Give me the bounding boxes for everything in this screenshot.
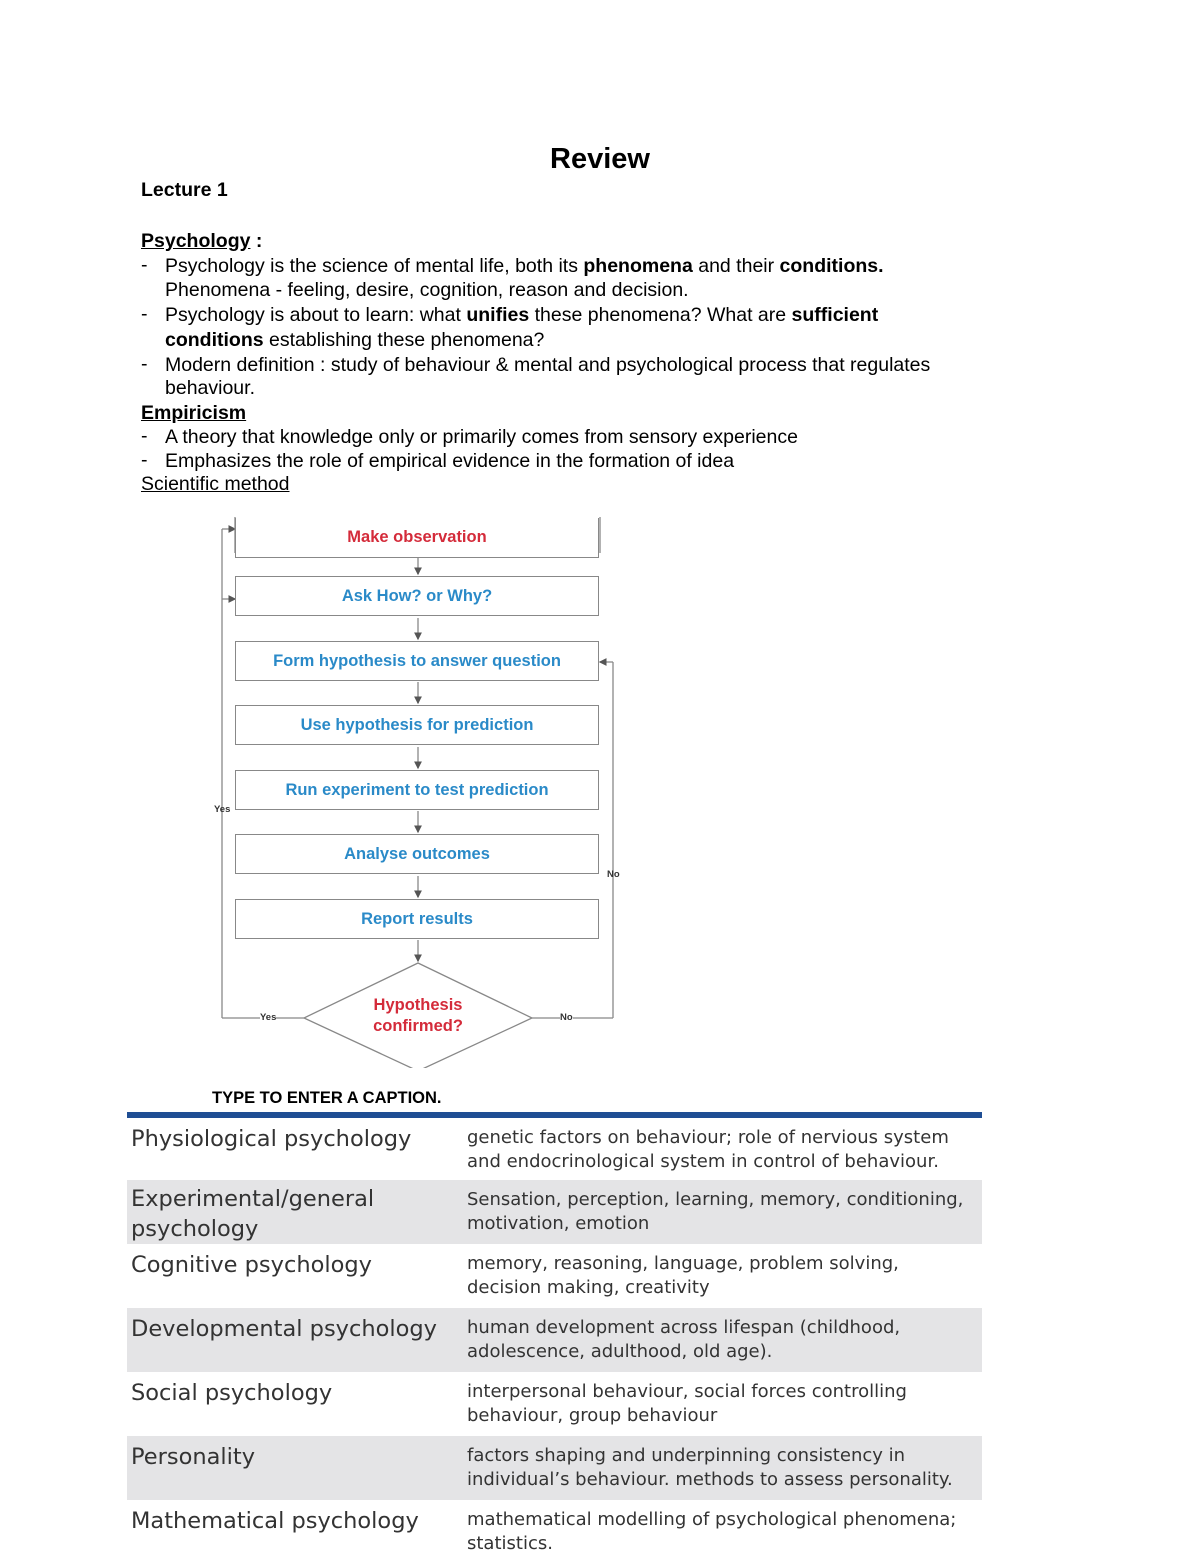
table-row: Cognitive psychology memory, reasoning, language, problem solving, decision making, creativity <box>131 1252 899 1298</box>
table-row: Developmental psychology human development across lifespan (childhood, adolescence, adulthood, old age). <box>127 1308 982 1372</box>
scientific-method-heading: Scientific method <box>141 473 290 495</box>
flow-step-observation: Make observation <box>235 518 599 558</box>
empiricism-heading: Empiricism <box>141 402 247 424</box>
psychology-bullet-3-cont: behaviour. <box>165 377 255 399</box>
empiricism-bullet-1: A theory that knowledge only or primarily comes from sensory experience <box>165 426 798 448</box>
psychology-bullet-2-cont: conditions establishing these phenomena? <box>165 329 545 351</box>
table-row: Physiological psychology genetic factors on behaviour; role of nervious system and endocrinological system in control of behaviour. <box>131 1126 949 1172</box>
bullet-dash: - <box>141 425 148 447</box>
psychology-bullet-3: Modern definition : study of behaviour & mental and psychological process that regulates <box>165 354 931 376</box>
scientific-method-flowchart <box>205 512 635 1068</box>
psychology-bullet-2: Psychology is about to learn: what unifies these phenomena? What are sufficient <box>165 304 879 326</box>
flow-step-analyse: Analyse outcomes <box>235 834 599 874</box>
flow-step-prediction: Use hypothesis for prediction <box>235 705 599 745</box>
flow-step-hypothesis: Form hypothesis to answer question <box>235 641 599 681</box>
no-label: No <box>607 869 620 880</box>
lecture-heading: Lecture 1 <box>141 179 228 201</box>
empiricism-bullet-2: Emphasizes the role of empirical evidence in the formation of idea <box>165 450 735 472</box>
psychology-bullet-1: Psychology is the science of mental life, both its phenomena and their conditions. <box>165 255 884 277</box>
psychology-heading-text: Psychology <box>141 230 251 252</box>
flow-step-report: Report results <box>235 899 599 939</box>
flow-step-experiment: Run experiment to test prediction <box>235 770 599 810</box>
table-row: Social psychology interpersonal behaviour, social forces controlling behaviour, group behaviour <box>131 1380 907 1426</box>
flow-decision: Hypothesis confirmed? <box>373 996 463 1035</box>
psychology-bullet-1-cont: Phenomena - feeling, desire, cognition, reason and decision. <box>165 279 689 301</box>
bullet-dash: - <box>141 254 148 276</box>
page-title: Review <box>550 143 650 175</box>
psychology-heading: Psychology : <box>141 230 263 252</box>
yes-label: Yes <box>214 804 231 815</box>
bullet-dash: - <box>141 303 148 325</box>
table-row: Experimental/general psychology Sensation, perception, learning, memory, conditioning, motivation, emotion <box>127 1180 982 1244</box>
table-row: Personality factors shaping and underpinning consistency in individual’s behaviour. methods to assess personality. <box>127 1436 982 1500</box>
table-row: Mathematical psychology mathematical modelling of psychological phenomena; statistics. <box>131 1508 957 1554</box>
bullet-dash: - <box>141 353 148 375</box>
bullet-dash: - <box>141 449 148 471</box>
figure-caption[interactable]: TYPE TO ENTER A CAPTION. <box>212 1089 442 1107</box>
flow-step-ask: Ask How? or Why? <box>235 576 599 616</box>
no-label: No <box>560 1012 573 1023</box>
yes-label: Yes <box>260 1012 277 1023</box>
